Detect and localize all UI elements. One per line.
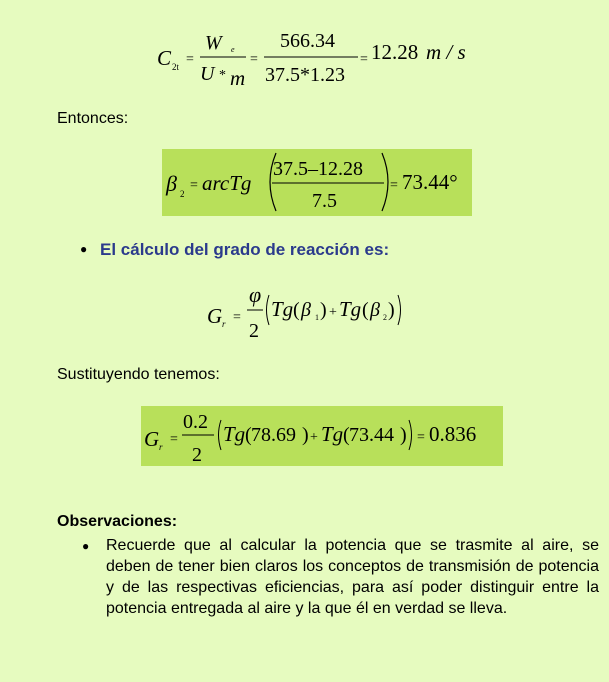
eq3-sub1: 1 bbox=[315, 313, 319, 322]
eq1-den1-a: U bbox=[200, 63, 215, 85]
svg-text:(: ( bbox=[362, 299, 369, 321]
equation-reaction-result bbox=[141, 406, 503, 466]
eq1-den2: 37.5*1.23 bbox=[265, 64, 345, 86]
eq2-beta-sub: 2 bbox=[180, 189, 185, 199]
svg-text:+: + bbox=[329, 305, 337, 320]
eq1-units: m / s bbox=[426, 40, 466, 64]
svg-text:): ) bbox=[302, 424, 309, 446]
eq1-lhs-sub: 2t bbox=[172, 62, 180, 72]
entonces-text: Entonces: bbox=[57, 110, 129, 127]
svg-text:(: ( bbox=[343, 424, 350, 446]
eq3-beta2: β bbox=[370, 299, 380, 321]
svg-text:=: = bbox=[170, 432, 178, 447]
observations-paragraph: Recuerde que al calcular la potencia que se trasmite al aire, se deben de tener bien claros los conceptos de transmisión de potencia y de las respectivas eficiencias, para así poder distinguir entre la potencia entregada al aire y la que él en verdad se lleva. bbox=[106, 537, 599, 617]
eq4-G: G bbox=[144, 427, 160, 451]
eq4-num: 0.2 bbox=[183, 411, 208, 433]
equation-reaction-formula bbox=[204, 283, 424, 345]
svg-text:=: = bbox=[190, 178, 198, 193]
eq4-result: 0.836 bbox=[429, 422, 477, 446]
svg-text:(: ( bbox=[245, 424, 252, 446]
eq4-arg1: 78.69 bbox=[251, 424, 296, 446]
calc-heading bbox=[80, 240, 389, 260]
eq1-num1-sub: e bbox=[231, 45, 235, 54]
svg-text:): ) bbox=[320, 299, 327, 321]
eq4-den: 2 bbox=[192, 444, 202, 466]
svg-text:=: = bbox=[233, 310, 241, 325]
observations-title: Observaciones: bbox=[57, 513, 178, 530]
eq4-tg2: Tg bbox=[321, 422, 344, 446]
eq2-result: 73.44° bbox=[402, 170, 458, 194]
eq1-result: 12.28 bbox=[371, 40, 419, 64]
eq4-tg1: Tg bbox=[223, 422, 246, 446]
svg-text:+: + bbox=[310, 430, 318, 445]
eq4-arg2: 73.44 bbox=[349, 424, 394, 446]
eq3-phi: φ bbox=[249, 283, 262, 307]
svg-text:=: = bbox=[186, 52, 194, 67]
calc-heading-text: El cálculo del grado de reacción es: bbox=[100, 240, 390, 259]
bullet-icon: ● bbox=[80, 242, 88, 256]
svg-text:=: = bbox=[390, 178, 398, 193]
eq1-den1-star: * bbox=[219, 68, 226, 83]
eq2-num: 37.5–12.28 bbox=[273, 158, 363, 180]
bullet-icon: ● bbox=[82, 539, 90, 553]
eq3-beta1: β bbox=[301, 299, 311, 321]
sustituyendo-text: Sustituyendo tenemos: bbox=[57, 366, 220, 383]
eq3-two: 2 bbox=[249, 320, 259, 342]
svg-text:): ) bbox=[388, 299, 395, 321]
eq3-tg1: Tg bbox=[271, 297, 294, 321]
svg-text:(: ( bbox=[293, 299, 300, 321]
svg-text:=: = bbox=[360, 52, 368, 67]
svg-text:=: = bbox=[417, 430, 425, 445]
eq2-beta: β bbox=[166, 171, 177, 196]
eq3-G-sub: r bbox=[222, 319, 226, 329]
eq2-func: arcTg bbox=[202, 171, 252, 195]
eq2-den: 7.5 bbox=[312, 190, 337, 212]
eq1-den1-b: m bbox=[230, 66, 246, 90]
eq1-num2: 566.34 bbox=[280, 30, 335, 52]
eq3-G: G bbox=[207, 304, 223, 328]
eq1-lhs: C bbox=[157, 46, 172, 70]
eq1-num1: W bbox=[205, 32, 222, 54]
svg-text:): ) bbox=[400, 424, 407, 446]
equation-velocity bbox=[150, 25, 480, 91]
eq4-G-sub: r bbox=[159, 442, 163, 452]
svg-text:=: = bbox=[250, 52, 258, 67]
eq3-tg2: Tg bbox=[339, 297, 362, 321]
equation-beta2 bbox=[162, 149, 472, 216]
eq3-sub2: 2 bbox=[383, 313, 387, 322]
